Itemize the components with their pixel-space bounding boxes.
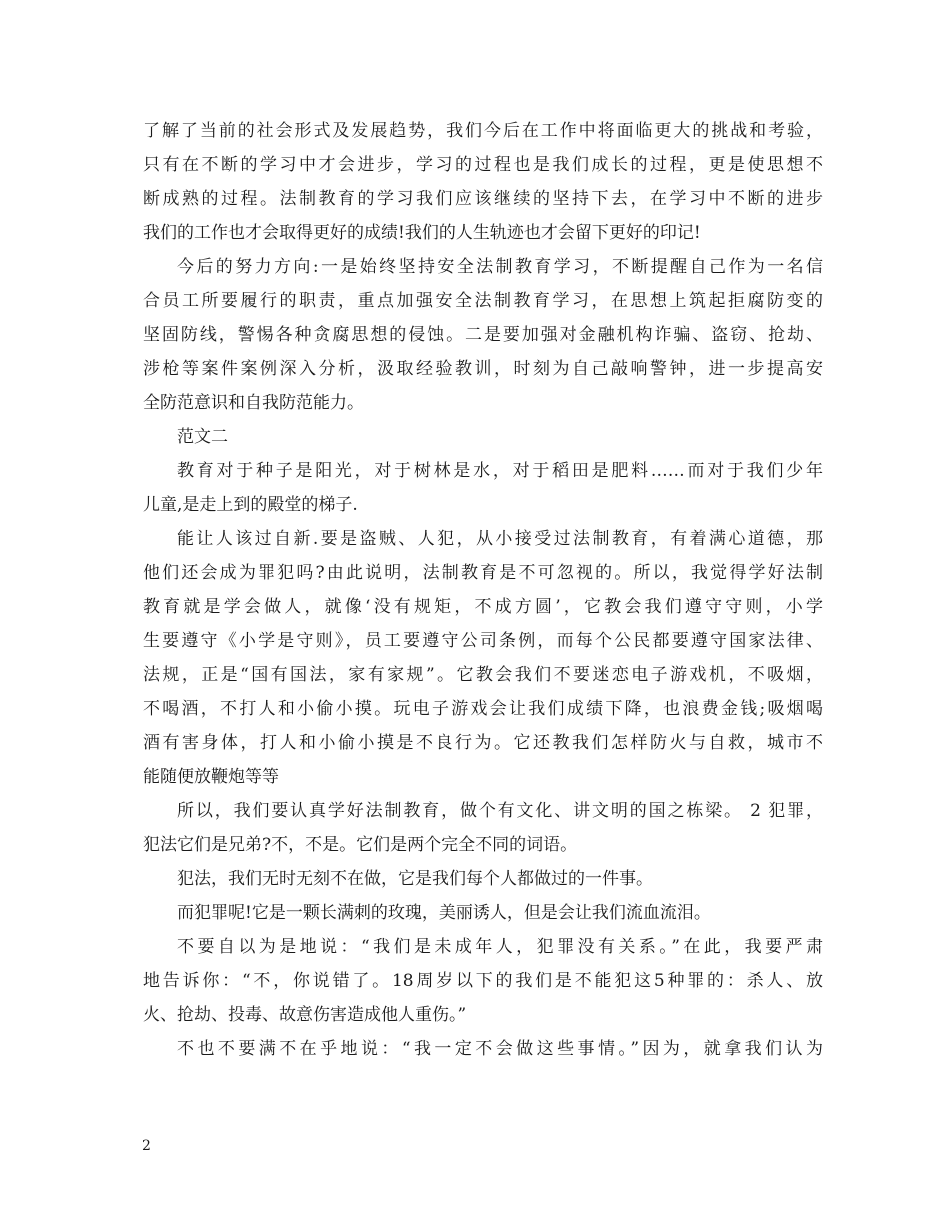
text-line: 儿童,是走上到的殿堂的梯子.: [143, 495, 358, 515]
text-line: 教育对于种子是阳光，对于树林是水，对于稻田是肥料……而对于我们少年: [177, 461, 823, 481]
text-line: 生要遵守《小学是守则》，员工要遵守公司条例，而每个公民都要遵守国家法律、: [143, 631, 823, 651]
text-line: 合员工所要履行的职责，重点加强安全法制教育学习，在思想上筑起拒腐防变的: [143, 291, 823, 311]
text-line: 火、抢劫、投毒、故意伤害造成他人重伤。”: [143, 1005, 467, 1025]
text-line: 我们的工作也才会取得更好的成绩!我们的人生轨迹也才会留下更好的印记!: [143, 223, 701, 243]
text-line: 不喝酒，不打人和小偷小摸。玩电子游戏会让我们成绩下降，也浪费金钱;吸烟喝: [143, 699, 823, 719]
body-text: [143, 114, 823, 1066]
text-line: 教育就是学会做人，就像‘没有规矩，不成方圆’，它教会我们遵守守则，小学: [143, 597, 823, 617]
text-line: 地告诉你：“不，你说错了。18周岁以下的我们是不能犯这5种罪的：杀人、放: [143, 971, 823, 991]
text-line: 他们还会成为罪犯吗?由此说明，法制教育是不可忽视的。所以，我觉得学好法制: [143, 563, 823, 583]
text-line: 不也不要满不在乎地说：“我一定不会做这些事情。”因为，就拿我们认为: [177, 1039, 823, 1059]
text-line: 涉枪等案件案例深入分析，汲取经验教训，时刻为自己敲响警钟，进一步提高安: [143, 359, 823, 379]
text-line: 所以，我们要认真学好法制教育，做个有文化、讲文明的国之栋梁。 2 犯罪，: [177, 801, 823, 821]
text-line: 能随便放鞭炮等等: [143, 767, 279, 787]
text-line: 今后的努力方向:一是始终坚持安全法制教育学习，不断提醒自己作为一名信: [177, 257, 823, 277]
text-line: 能让人该过自新.要是盗贼、人犯，从小接受过法制教育，有着满心道德，那: [177, 529, 823, 549]
text-line: 而犯罪呢!它是一颗长满刺的玫瑰，美丽诱人，但是会让我们流血流泪。: [177, 903, 711, 923]
text-line: 法规，正是“国有国法，家有家规”。它教会我们不要迷恋电子游戏机，不吸烟，: [143, 665, 823, 685]
text-line: 犯法，我们无时无刻不在做，它是我们每个人都做过的一件事。: [177, 869, 653, 889]
text-line: 只有在不断的学习中才会进步，学习的过程也是我们成长的过程，更是使思想不: [143, 155, 823, 175]
text-line: 不要自以为是地说：“我们是未成年人，犯罪没有关系。”在此，我要严肃: [177, 937, 823, 957]
text-line: 断成熟的过程。法制教育的学习我们应该继续的坚持下去，在学习中不断的进步: [143, 189, 823, 209]
text-line: 坚固防线，警惕各种贪腐思想的侵蚀。二是要加强对金融机构诈骗、盗窃、抢劫、: [143, 325, 823, 345]
text-line: 犯法它们是兄弟?不，不是。它们是两个完全不同的词语。: [143, 835, 578, 855]
text-line: 范文二: [177, 427, 228, 447]
text-line: 了解了当前的社会形式及发展趋势，我们今后在工作中将面临更大的挑战和考验，: [143, 121, 823, 141]
text-line: 酒有害身体，打人和小偷小摸是不良行为。它还教我们怎样防火与自救，城市不: [143, 733, 823, 753]
text-line: 全防范意识和自我防范能力。: [143, 393, 364, 413]
page-number: 2: [142, 1138, 151, 1154]
